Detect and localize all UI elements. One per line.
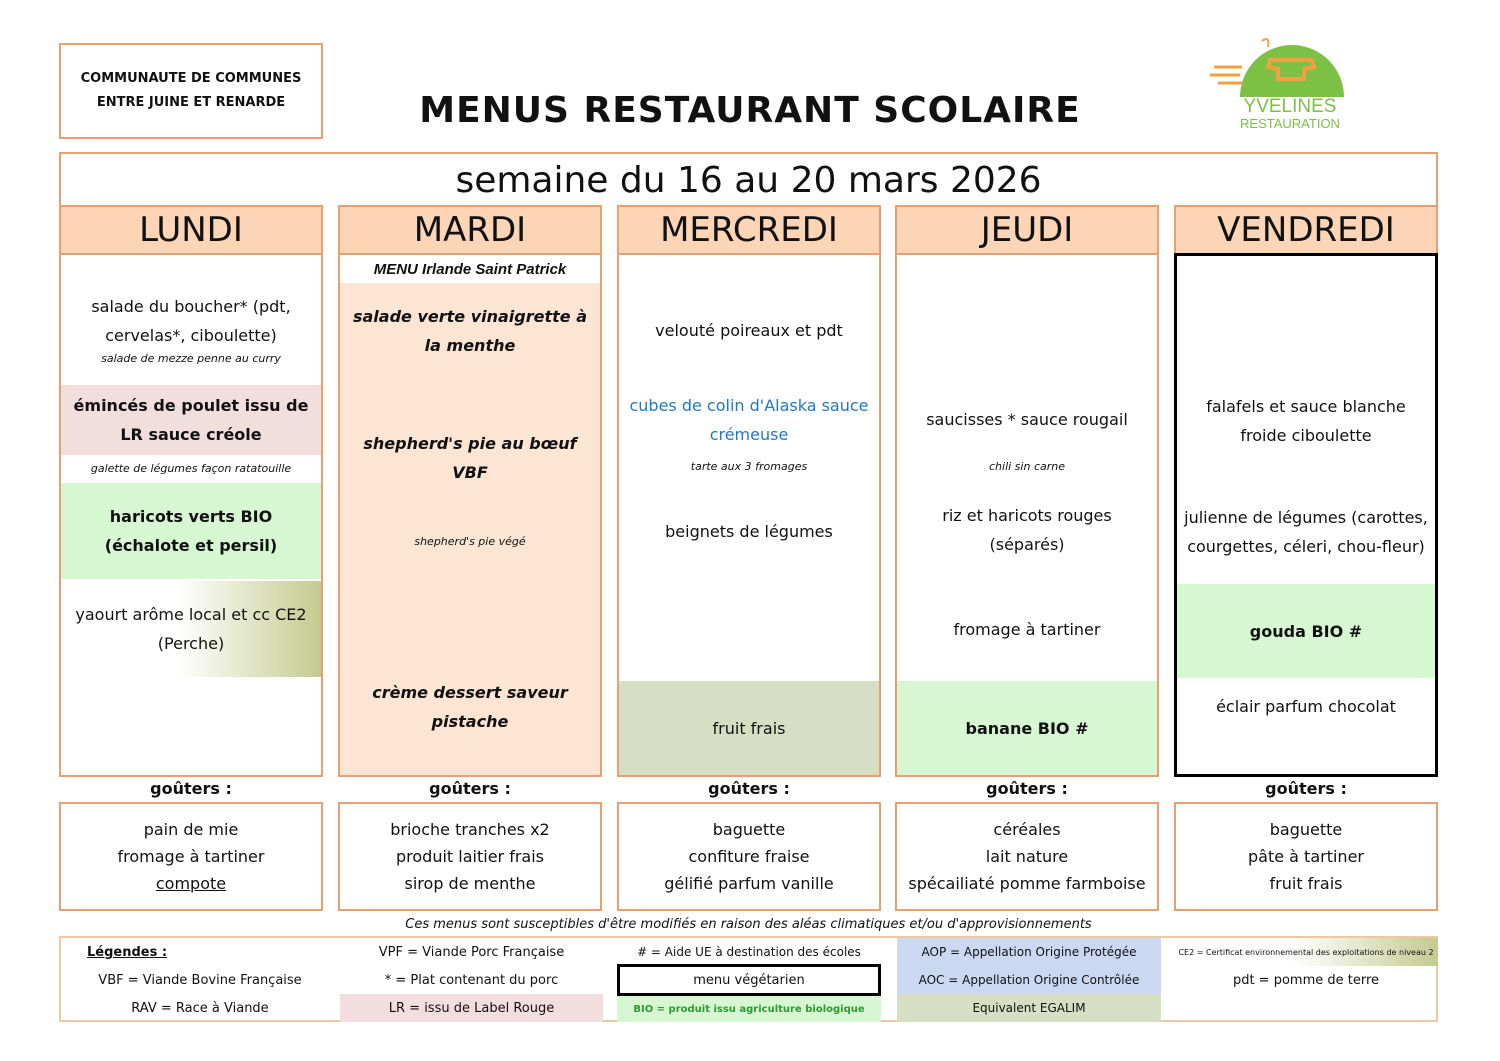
org-name-line2: ENTRE JUINE ET RENARDE xyxy=(96,95,286,110)
side-dish: haricots verts BIO (échalote et persil) xyxy=(61,483,321,579)
snack-box-lundi xyxy=(59,802,323,911)
legend-bio: BIO = produit issu agriculture biologique xyxy=(617,996,881,1022)
gouter-label: goûters : xyxy=(708,778,790,798)
starter: salade du boucher* (pdt, cervelas*, ciboulette) xyxy=(91,297,291,345)
main-dish: émincés de poulet issu de LR sauce créole xyxy=(61,385,321,455)
snack-item: compote xyxy=(155,874,227,893)
dairy: fromage à tartiner xyxy=(953,619,1101,639)
snack-box-mercredi xyxy=(617,802,881,911)
legend-ue: # = Aide UE à destination des écoles xyxy=(637,945,861,959)
legend-ce2: CE2 = Certificat environnemental des exploitations de niveau 2 xyxy=(1174,938,1438,966)
gouter-label: goûters : xyxy=(429,778,511,798)
snack-box-jeudi xyxy=(895,802,1159,911)
day-header-vendredi: VENDREDI xyxy=(1174,205,1438,255)
legend-vbf: VBF = Viande Bovine Française xyxy=(98,972,302,988)
page-title: MENUS RESTAURANT SCOLAIRE xyxy=(419,89,1081,131)
snack-item: confiture fraise xyxy=(688,847,810,866)
side-dish: beignets de légumes xyxy=(665,521,833,541)
day-header-mercredi: MERCREDI xyxy=(617,205,881,255)
snack-item: baguette xyxy=(1269,820,1343,839)
snack-item: pain de mie xyxy=(143,820,239,839)
day-header-mardi: MARDI xyxy=(338,205,602,255)
snack-item: pâte à tartiner xyxy=(1248,847,1364,866)
main-alt: galette de légumes façon ratatouille xyxy=(90,462,292,475)
snack-item: fruit frais xyxy=(1269,874,1343,893)
dairy: yaourt arôme local et cc CE2 (Perche) xyxy=(61,581,321,677)
main-alt: chili sin carne xyxy=(989,460,1065,473)
day-column-mardi xyxy=(338,255,602,777)
legend-porc: * = Plat contenant du porc xyxy=(384,972,559,988)
main-alt: shepherd's pie végé xyxy=(414,535,526,548)
side-dish: julienne de légumes (carottes, courgettes, céleri, chou-fleur) xyxy=(1184,508,1428,556)
day-column-jeudi xyxy=(895,255,1159,777)
main-dish: cubes de colin d'Alaska sauce crémeuse xyxy=(629,396,869,444)
snack-item: fromage à tartiner xyxy=(117,847,265,866)
main-dish: saucisses * sauce rougail xyxy=(926,409,1128,429)
starter: velouté poireaux et pdt xyxy=(655,320,843,340)
gouter-label: goûters : xyxy=(1265,778,1347,798)
legend-egalim: Equivalent EGALIM xyxy=(897,994,1161,1022)
side-dish: riz et haricots rouges (séparés) xyxy=(942,506,1112,554)
snack-item: céréales xyxy=(993,820,1061,839)
legend xyxy=(59,936,1438,1022)
day-column-mercredi xyxy=(617,255,881,777)
week-title: semaine du 16 au 20 mars 2026 xyxy=(59,152,1438,206)
legend-aoc: AOC = Appellation Origine Contrôlée xyxy=(897,966,1161,994)
snack-item: baguette xyxy=(712,820,786,839)
main-dish: shepherd's pie au bœuf VBF xyxy=(363,434,577,482)
main-dish: falafels et sauce blanche froide ciboulette xyxy=(1206,397,1406,445)
dessert: éclair parfum chocolat xyxy=(1216,696,1396,716)
legend-rav: RAV = Race à Viande xyxy=(131,1000,269,1016)
starter-alt: salade de mezze penne au curry xyxy=(101,352,281,365)
legend-vpf: VPF = Viande Porc Française xyxy=(378,944,565,960)
dessert: fruit frais xyxy=(619,681,879,775)
legend-pdt: pdt = pomme de terre xyxy=(1232,972,1380,988)
main-alt: tarte aux 3 fromages xyxy=(690,460,808,473)
gouter-label: goûters : xyxy=(150,778,232,798)
snack-box-mardi xyxy=(338,802,602,911)
snack-item: sirop de menthe xyxy=(404,874,536,893)
snack-item: brioche tranches x2 xyxy=(390,820,550,839)
dessert xyxy=(61,677,321,775)
starter-cell xyxy=(61,275,321,385)
day-column-lundi xyxy=(59,255,323,777)
legend-title: Légendes : xyxy=(87,944,168,960)
disclaimer-note: Ces menus sont susceptibles d'être modifiés en raison des aléas climatiques et/ou d'approvisionnements xyxy=(405,916,1092,932)
snack-item: lait nature xyxy=(985,847,1069,866)
dessert: banane BIO # xyxy=(897,681,1157,775)
day-header-jeudi: JEUDI xyxy=(895,205,1159,255)
org-name-line1: COMMUNAUTE DE COMMUNES xyxy=(80,71,302,86)
logo-icon xyxy=(1200,35,1380,135)
theme-banner: MENU Irlande Saint Patrick xyxy=(340,255,600,283)
yvelines-restauration-logo xyxy=(1200,35,1380,135)
day-header-lundi: LUNDI xyxy=(59,205,323,255)
starter: salade verte vinaigrette à la menthe xyxy=(352,307,587,355)
org-box xyxy=(59,43,323,139)
dairy: gouda BIO # xyxy=(1177,584,1435,678)
dessert: crème dessert saveur pistache xyxy=(372,683,568,731)
legend-lr: LR = issu de Label Rouge xyxy=(340,994,603,1022)
snack-item: gélifié parfum vanille xyxy=(664,874,834,893)
logo-text-2: RESTAURATION xyxy=(1240,116,1340,131)
legend-aop: AOP = Appellation Origine Protégée xyxy=(897,938,1161,966)
logo-text-1: YVELINES xyxy=(1243,96,1337,117)
snack-item: produit laitier frais xyxy=(396,847,544,866)
snack-box-vendredi xyxy=(1174,802,1438,911)
snack-item: spécailiaté pomme farmboise xyxy=(908,874,1146,893)
legend-vegetarian: menu végétarien xyxy=(617,964,881,996)
gouter-label: goûters : xyxy=(986,778,1068,798)
day-column-vendredi xyxy=(1174,253,1438,777)
